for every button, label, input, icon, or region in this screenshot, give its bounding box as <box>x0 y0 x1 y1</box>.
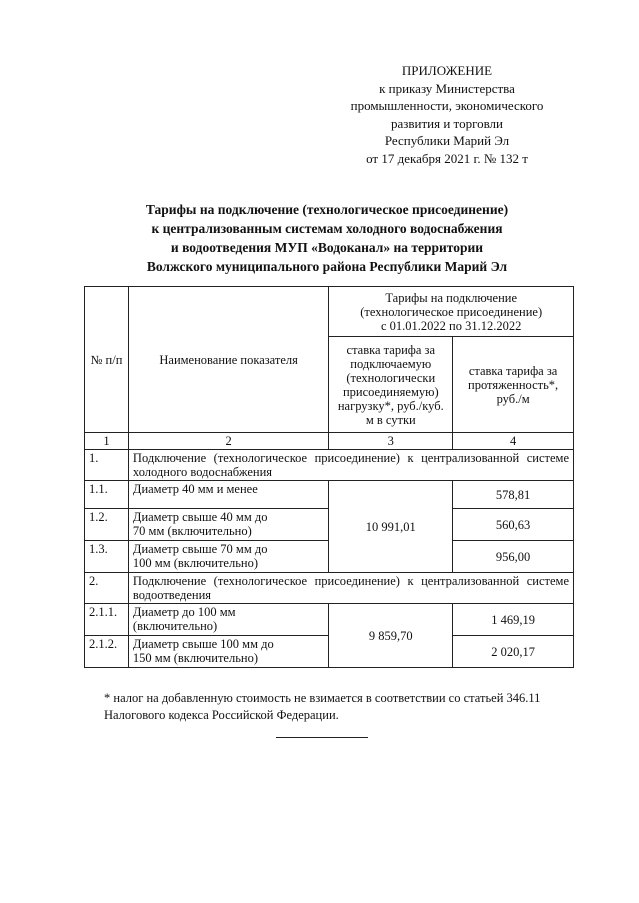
col-number: 3 <box>329 433 453 450</box>
title-line: Волжского муниципального района Республики Марий Эл <box>146 259 508 274</box>
title-line: к централизованным системам холодного водоснабжения <box>151 221 503 236</box>
tariffs-table <box>84 286 574 668</box>
row-num: 2.1.1. <box>85 604 129 636</box>
row-num: 1. <box>85 450 129 481</box>
header-name: Наименование показателя <box>128 287 328 433</box>
length-rate-value: 1 469,19 <box>453 604 574 636</box>
appendix-line: Республики Марий Эл <box>384 133 510 149</box>
row-num: 2. <box>85 573 129 604</box>
appendix-header <box>300 62 594 168</box>
table-row <box>85 450 574 481</box>
col-number: 4 <box>453 433 574 450</box>
row-num: 1.1. <box>85 481 129 509</box>
header-tariffs-group: Тарифы на подключение (технологическое присоединение) с 01.01.2022 по 31.12.2022 <box>329 287 574 337</box>
appendix-line: к приказу Министерства <box>379 80 515 96</box>
row-name: Диаметр свыше 100 мм до 150 мм (включительно) <box>128 636 328 668</box>
row-name: Диаметр до 100 мм (включительно) <box>128 604 328 636</box>
appendix-line: развития и торговли <box>390 115 503 131</box>
closing-line <box>276 737 368 738</box>
row-num: 1.2. <box>85 509 129 541</box>
title-line: Тарифы на подключение (технологическое присоединение) <box>145 202 509 217</box>
row-name: Диаметр 40 мм и менее <box>128 481 328 509</box>
length-rate-value: 578,81 <box>453 481 574 509</box>
length-rate-value: 2 020,17 <box>453 636 574 668</box>
col-number: 1 <box>85 433 129 450</box>
col-number: 2 <box>128 433 328 450</box>
row-num: 1.3. <box>85 541 129 573</box>
vat-footnote: * налог на добавленную стоимость не взимается в соответствии со статьей 346.11 Налогового кодекса Российской Федерации. <box>104 691 541 722</box>
load-rate-value: 10 991,01 <box>329 481 453 573</box>
row-name: Диаметр свыше 40 мм до 70 мм (включительно) <box>128 509 328 541</box>
header-load-rate: ставка тарифа за подключаемую (технологически присоединяемую) нагрузку*, руб./куб. м в сутки <box>329 337 453 433</box>
table-row <box>85 573 574 604</box>
row-name: Диаметр свыше 70 мм до 100 мм (включительно) <box>128 541 328 573</box>
table-row <box>85 604 574 636</box>
load-rate-value: 9 859,70 <box>329 604 453 668</box>
header-num: № п/п <box>85 287 129 433</box>
appendix-line: промышленности, экономического <box>350 98 544 114</box>
document-title <box>84 200 570 276</box>
row-num: 2.1.2. <box>85 636 129 668</box>
section-title: Подключение (технологическое присоединение) к централизованной системе водоотведения <box>128 573 573 604</box>
length-rate-value: 956,00 <box>453 541 574 573</box>
appendix-line: от 17 декабря 2021 г. № 132 т <box>366 150 528 166</box>
title-line: и водоотведения МУП «Водоканал» на территории <box>170 240 484 255</box>
header-length-rate: ставка тарифа за протяженность*, руб./м <box>453 337 574 433</box>
table-row <box>85 481 574 509</box>
appendix-line: ПРИЛОЖЕНИЕ <box>401 63 493 78</box>
length-rate-value: 560,63 <box>453 509 574 541</box>
section-title: Подключение (технологическое присоединение) к централизованной системе холодного водоснабжения <box>128 450 573 481</box>
